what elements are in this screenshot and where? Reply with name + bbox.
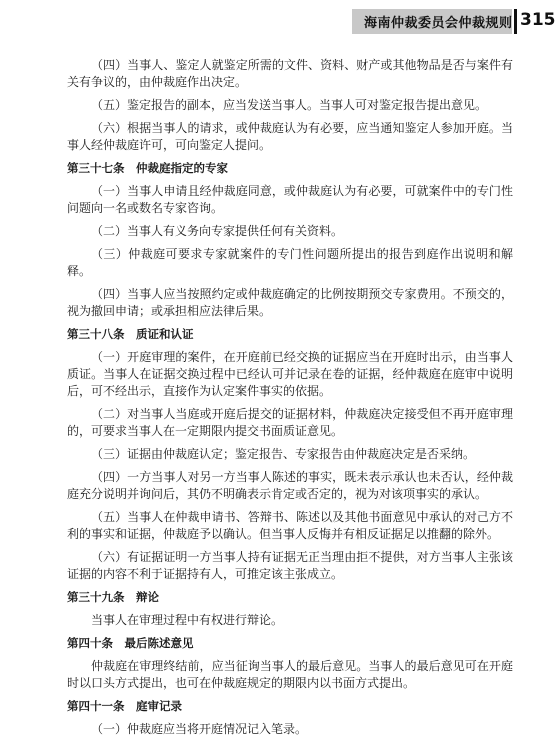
paragraph: （一）开庭审理的案件，在开庭前已经交换的证据应当在开庭时出示，由当事人质证。当事人在证据交换过程中已经认可并记录在卷的证据，经仲裁庭在庭审中说明后，可不经出示，直接作为认定案件事实的依据。 — [67, 350, 513, 398]
paragraph: （四）一方当事人对另一方当事人陈述的事实，既未表示承认也未否认，经仲裁庭充分说明并询问后，其仍不明确表示肯定或否定的，视为对该项事实的承认。 — [67, 470, 513, 501]
paragraph: 仲裁庭在审理终结前，应当征询当事人的最后意见。当事人的最后意见可在开庭时以口头方式提出，也可在仲裁庭规定的期限内以书面方式提出。 — [67, 659, 513, 690]
article-heading: 第四十条 最后陈述意见 — [67, 636, 194, 650]
article-heading: 第四十一条 庭审记录 — [67, 699, 182, 713]
paragraph: （六）有证据证明一方当事人持有证据无正当理由拒不提供，对方当事人主张该证据的内容不利于证据持有人，可推定该主张成立。 — [67, 550, 513, 581]
paragraph: （二）当事人有义务向专家提供任何有关资料。 — [91, 224, 344, 238]
paragraph: （四）当事人应当按照约定或仲裁庭确定的比例按期预交专家费用。不预交的，视为撤回申请；或承担相应法律后果。 — [67, 287, 513, 318]
paragraph: （一）当事人申请且经仲裁庭同意，或仲裁庭认为有必要，可就案件中的专门性问题向一名或数名专家咨询。 — [67, 184, 513, 215]
article-heading: 第三十九条 辩论 — [67, 590, 159, 604]
paragraph: （六）根据当事人的请求，或仲裁庭认为有必要，应当通知鉴定人参加开庭。当事人经仲裁庭许可，可向鉴定人提问。 — [67, 121, 513, 152]
paragraph: （一）仲裁庭应当将开庭情况记入笔录。 — [91, 722, 308, 736]
paragraph: （三）仲裁庭可要求专家就案件的专门性问题所提出的报告到庭作出说明和解释。 — [67, 247, 513, 278]
paragraph: （三）证据由仲裁庭认定；鉴定报告、专家报告由仲裁庭决定是否采纳。 — [91, 447, 476, 461]
paragraph: 当事人在审理过程中有权进行辩论。 — [91, 613, 284, 627]
header-title: 海南仲裁委员会仲裁规则 — [364, 16, 513, 31]
paragraph: （五）当事人在仲裁申请书、答辩书、陈述以及其他书面意见中承认的对己方不利的事实和证据，仲裁庭予以确认。但当事人反悔并有相反证据足以推翻的除外。 — [67, 510, 513, 541]
paragraph: （二）对当事人当庭或开庭后提交的证据材料，仲裁庭决定接受但不再开庭审理的，可要求当事人在一定期限内提交书面质证意见。 — [67, 407, 513, 438]
paragraph: （五）鉴定报告的副本，应当发送当事人。当事人可对鉴定报告提出意见。 — [91, 98, 488, 112]
article-heading: 第三十八条 质证和认证 — [67, 327, 194, 341]
page-header — [0, 0, 558, 36]
document-body — [67, 57, 513, 744]
page-number: 315 — [520, 10, 556, 30]
paragraph: （四）当事人、鉴定人就鉴定所需的文件、资料、财产或其他物品是否与案件有关有争议的，由仲裁庭作出决定。 — [67, 58, 513, 89]
article-heading: 第三十七条 仲裁庭指定的专家 — [67, 161, 228, 175]
header-divider — [514, 9, 517, 34]
